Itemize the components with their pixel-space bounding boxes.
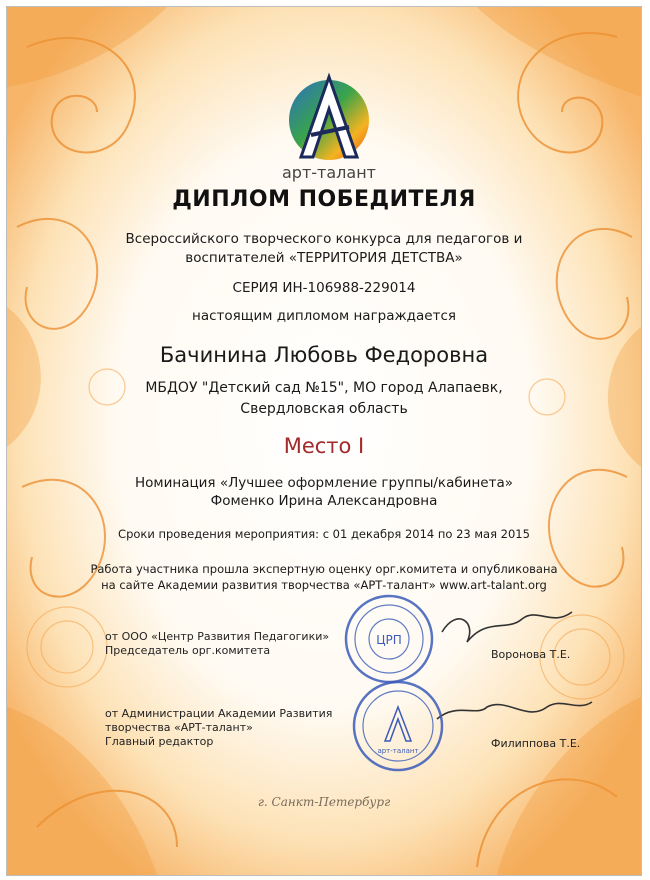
art-talant-stamp-text: арт-талант	[377, 747, 419, 755]
city: г. Санкт-Петербург	[257, 795, 391, 809]
contest-line-2: воспитателей «ТЕРРИТОРИЯ ДЕТСТВА»	[185, 250, 463, 266]
logo-text: арт-талант	[282, 163, 376, 182]
recipient-name: Бачинина Любовь Федоровна	[159, 343, 489, 367]
organization-line-1: МБДОУ "Детский сад №15", МО город Алапаевк,	[145, 380, 503, 396]
diploma-page	[6, 6, 642, 876]
nomination-line-2: Фоменко Ирина Александровна	[210, 493, 438, 509]
contest-line-1: Всероссийского творческого конкурса для педагогов и	[125, 231, 523, 247]
signature-block-1	[105, 630, 329, 658]
signature-1-name: Воронова Т.Е.	[491, 648, 571, 661]
signature-2-line-1: от Администрации Академии Развития	[105, 707, 333, 720]
signature-1-line-2: Председатель орг.комитета	[105, 644, 271, 657]
review-line-1: Работа участника прошла экспертную оценку орг.комитета и опубликована	[90, 562, 558, 576]
signature-2-line-3: Главный редактор	[105, 735, 214, 748]
place-award: Место I	[283, 434, 365, 458]
organization-line-2: Свердловская область	[240, 401, 408, 417]
signature-1-line-1: от ООО «Центр Развития Педагогики»	[105, 630, 330, 643]
signature-2-line-2: творчества «АРТ-талант»	[105, 721, 253, 734]
review-line-2: на сайте Академии развития творчества «АРТ-талант» www.art-talant.org	[101, 578, 547, 592]
event-dates: Сроки проведения мероприятия: с 01 декабря 2014 по 23 мая 2015	[118, 527, 530, 541]
awarded-text: настоящим дипломом награждается	[192, 308, 456, 324]
crp-stamp	[343, 593, 435, 685]
signature-2-name: Филиппова Т.Е.	[491, 737, 581, 750]
crp-stamp-text: ЦРП	[376, 633, 402, 647]
diploma-title: ДИПЛОМ ПОБЕДИТЕЛЯ	[172, 187, 476, 212]
series-number: СЕРИЯ ИН-106988-229014	[232, 280, 416, 296]
art-talant-logo	[279, 65, 379, 182]
art-talant-stamp	[351, 679, 445, 773]
signature-block-2	[105, 707, 332, 749]
nomination-line-1: Номинация «Лучшее оформление группы/кабинета»	[135, 475, 513, 491]
